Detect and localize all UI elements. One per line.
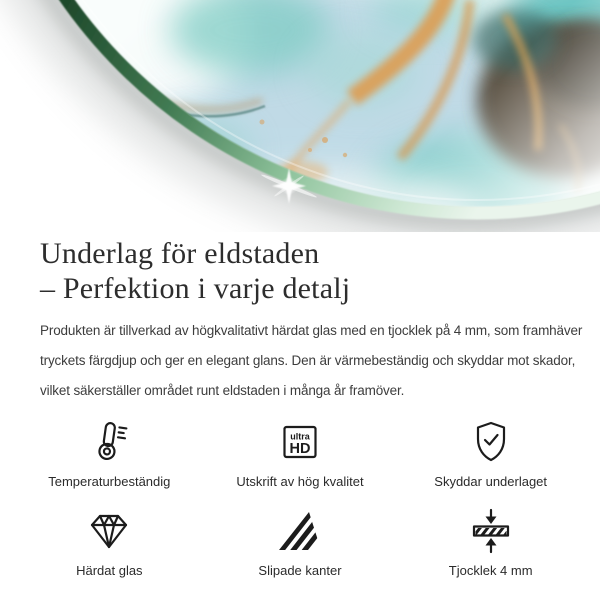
title-line-2: – Perfektion i varje detalj xyxy=(40,272,351,305)
beveled-edge-icon xyxy=(205,507,396,555)
page-title xyxy=(40,236,560,306)
description-line: tryckets färgdjup och ger en elegant glans. Den är värmebeständig och skyddar mot skador, xyxy=(40,353,576,368)
feature-print-quality xyxy=(205,418,396,489)
feature-label: Temperaturbeständig xyxy=(48,474,171,489)
product-description xyxy=(40,316,583,406)
thickness-icon xyxy=(395,507,586,555)
feature-thickness xyxy=(395,507,586,578)
shield-check-icon xyxy=(395,418,586,466)
feature-label: Härdat glas xyxy=(76,563,143,578)
diamond-icon xyxy=(14,507,205,555)
description-line: vilket säkerställer området runt eldstaden i många år framöver. xyxy=(40,383,405,398)
product-photo xyxy=(0,0,600,232)
content-area xyxy=(0,232,600,578)
svg-text:ultra: ultra xyxy=(290,431,310,442)
feature-protects-surface xyxy=(395,418,586,489)
feature-temperature-resistant xyxy=(14,418,205,489)
glass-disc-art xyxy=(0,0,600,232)
title-line-1: Underlag för eldstaden xyxy=(40,237,320,270)
feature-label: Skyddar underlaget xyxy=(434,474,548,489)
feature-label: Slipade kanter xyxy=(258,563,342,578)
feature-label: Tjocklek 4 mm xyxy=(448,563,533,578)
svg-text:HD: HD xyxy=(289,441,311,457)
feature-label: Utskrift av hög kvalitet xyxy=(236,474,364,489)
feature-grid xyxy=(14,418,586,578)
feature-tempered-glass xyxy=(14,507,205,578)
thermometer-icon xyxy=(14,418,205,466)
feature-polished-edges xyxy=(205,507,396,578)
ultra-hd-icon xyxy=(205,418,396,466)
description-line: Produkten är tillverkad av högkvalitativt härdat glas med en tjocklek på 4 mm, som framhäver xyxy=(40,323,583,338)
